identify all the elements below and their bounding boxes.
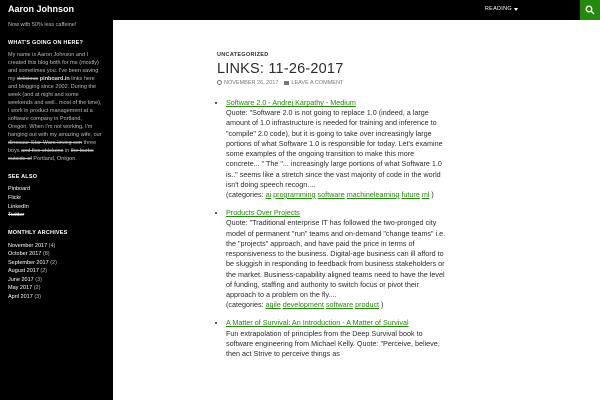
archive-link[interactable]	[8, 267, 105, 276]
post-title: LINKS: 11-26-2017	[217, 61, 344, 77]
list-item	[226, 318, 447, 359]
about-text-strike: delicious	[16, 75, 39, 82]
categories-label: (categories:	[226, 300, 266, 310]
category-tag[interactable]: machinelearning	[346, 189, 400, 199]
archive-link[interactable]	[8, 259, 105, 268]
post-date[interactable]	[217, 80, 278, 86]
about-text-strike: the burbs outside of	[8, 147, 94, 162]
categories-end: )	[379, 300, 384, 310]
link-quote: Quote: "Software 2.0 is not going to replace 1.0 (indeed, a large amount of 1.0 infrastructure is needed for training and inference to "compile" 2.0 code), but it is going to take over increasingly large portions of what Software 1.0 is responsible for today. Let's examine some examples of the ongoing transition to make this more concrete... " The "... increasingly large portions of what Software 1.0 is.." seems like a stretch since the vast majority of code in the world isn't doing speech recogn....	[226, 108, 443, 189]
category-tag[interactable]: product	[355, 300, 380, 310]
seealso-link-twitter[interactable]: Twitter	[8, 212, 25, 219]
site-tagline: Now with 50% less caffeine!	[8, 22, 77, 28]
category-tag[interactable]: software	[325, 300, 354, 310]
archive-link[interactable]	[8, 242, 105, 251]
seealso-widget-title: SEE ALSO	[8, 173, 38, 180]
link-categories	[226, 190, 434, 199]
link-title[interactable]: Software 2.0 - Andrej Karpathy - Medium	[226, 98, 356, 107]
post-entry	[217, 20, 447, 367]
archive-count: (2)	[50, 259, 57, 266]
post-comment-text[interactable]: LEAVE A COMMENT	[291, 80, 344, 86]
about-text	[8, 52, 103, 164]
category-tag[interactable]: software	[317, 189, 345, 199]
archive-link[interactable]	[8, 284, 105, 293]
seealso-list	[8, 185, 105, 219]
list-item	[226, 208, 447, 310]
seealso-link-linkedin[interactable]: LinkedIn	[8, 203, 29, 210]
archive-label[interactable]: June 2017	[8, 276, 34, 283]
archive-count: (4)	[48, 242, 56, 249]
chevron-down-icon[interactable]	[514, 8, 518, 11]
archive-label[interactable]: August 2017	[8, 268, 39, 275]
category-tag[interactable]: development	[282, 300, 324, 310]
archive-count: (3)	[34, 293, 42, 300]
about-text-strike: dinosaur-Star-Wars-loving son	[8, 139, 83, 146]
archive-label[interactable]: October 2017	[8, 251, 42, 258]
main-content	[113, 20, 600, 400]
post-meta	[217, 80, 447, 86]
link-quote: Quote: "Traditional enterprise IT has followed the two-pronged city model of permanent "run" teams and on-demand "change teams" i.e. the "projects" approach, and have paid the price in terms of responsiveness to the business. Digital-age business can ill afford to be sluggish in responding to feedback from business stakeholders or the market. Business-capability aligned teams need to have the level of funding, staffing and authority to switch focus or pivot their approach to a problem on the fly....	[226, 218, 446, 299]
category-tag[interactable]: future	[401, 189, 420, 199]
search-icon	[585, 5, 595, 15]
link-categories	[226, 300, 383, 309]
sidebar	[0, 20, 113, 400]
seealso-link-pinboard[interactable]: Pinboard	[8, 186, 31, 193]
archive-link[interactable]	[8, 293, 105, 302]
archive-count: (2)	[40, 268, 48, 275]
seealso-link-flickr[interactable]: Flickr	[8, 194, 22, 201]
about-text-strike: and five chickens	[21, 147, 64, 154]
link-quote: Fun extrapolation of principles from the Deep Survival book to software engineering from Michael Kelly. Quote: "Perceive, believe, then act Strive to perceive things as	[226, 328, 440, 359]
archives-widget-title: MONTHLY ARCHIVES	[8, 229, 68, 236]
links-list	[217, 98, 447, 359]
archive-link[interactable]	[8, 250, 105, 259]
list-item	[226, 98, 447, 200]
comment-icon	[284, 81, 289, 85]
about-widget-title: WHAT'S GOING ON HERE?	[8, 39, 84, 46]
archive-label[interactable]: April 2017	[8, 293, 33, 300]
categories-label: (categories:	[226, 189, 266, 199]
post-date-text[interactable]: NOVEMBER 26, 2017	[224, 80, 279, 86]
clock-icon	[217, 80, 222, 85]
site-title[interactable]: Aaron Johnson	[8, 4, 75, 14]
archive-count: (3)	[35, 276, 42, 283]
archive-label[interactable]: September 2017	[8, 259, 49, 266]
archive-label[interactable]: May 2017	[8, 285, 33, 292]
categories-end: )	[429, 189, 434, 199]
search-button[interactable]	[580, 0, 600, 20]
nav-reading-menu[interactable]: READING	[484, 6, 512, 12]
category-tag[interactable]: ai	[265, 189, 272, 199]
about-text-part: in	[63, 147, 71, 154]
about-text-part: three boys	[8, 139, 97, 154]
archive-link[interactable]	[8, 276, 105, 285]
about-text-part: links here and blogging since 2002. During the week (and at night and some weekends and well.. most of the time), I work in product management at a software company in Portland, Oregon. When I'm not working, I'm hanging out with my amazing wife, our	[8, 75, 102, 138]
archive-label[interactable]: November 2017	[8, 242, 48, 249]
archive-count: (8)	[42, 251, 50, 258]
category-tag[interactable]: agile	[265, 300, 281, 310]
post-category[interactable]: UNCATEGORIZED	[217, 52, 269, 58]
about-text-bold: pinboard.in	[38, 75, 70, 82]
link-title[interactable]: Products Over Projects	[226, 208, 300, 218]
archives-list	[8, 242, 105, 302]
category-tag[interactable]: ml	[421, 189, 430, 199]
post-comment[interactable]	[284, 80, 343, 86]
category-tag[interactable]: programming	[273, 189, 316, 199]
header-bar	[0, 0, 600, 20]
about-text-part: My name is Aaron Johnson and I created this blog both for me (mostly) and sometimes you. I've been saving my	[8, 51, 99, 82]
archive-count: (2)	[33, 285, 41, 292]
about-text-part: Portland, Oregon.	[31, 155, 77, 162]
link-title[interactable]: A Matter of Survival: An Introduction - A Matter of Survival	[226, 318, 409, 328]
